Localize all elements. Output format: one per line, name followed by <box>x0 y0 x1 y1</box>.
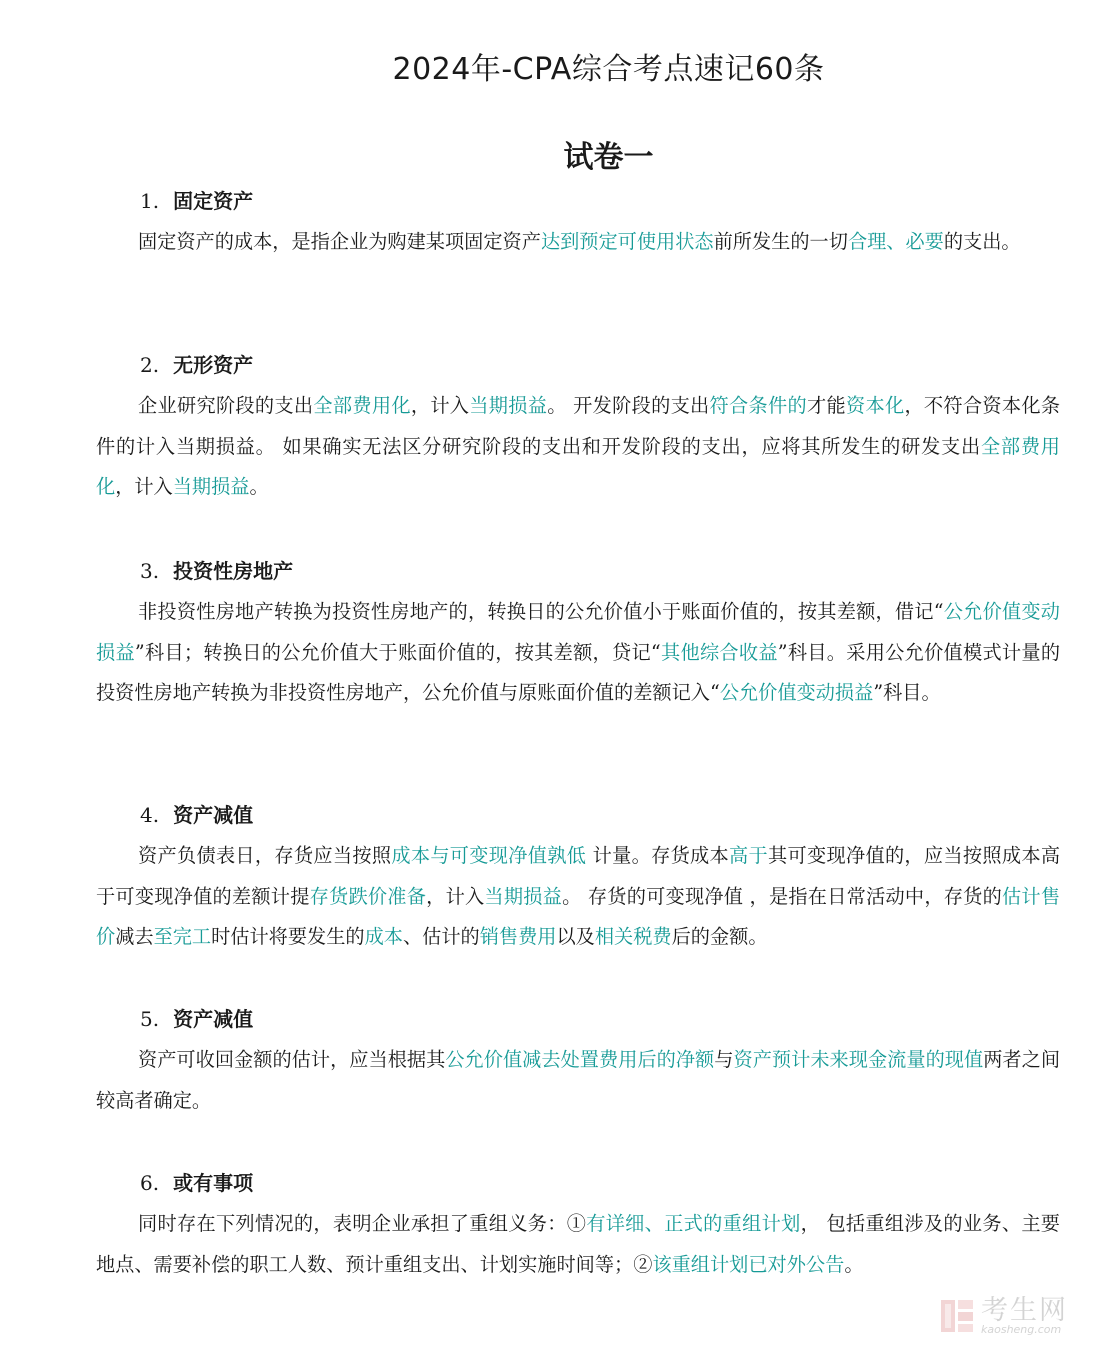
section-heading <box>96 556 1060 586</box>
highlighted-term: 符合条件的 <box>709 394 807 417</box>
text-segment: 两者之间较高者确定。 <box>96 1048 1061 1112</box>
section-heading <box>96 1168 1060 1198</box>
highlighted-term: 至完工 <box>153 925 212 948</box>
highlighted-term: 估计售价 <box>96 884 1061 948</box>
text-segment: 。 开发阶段的支出 <box>547 394 710 417</box>
text-segment: ， 包括重组涉及的业务、主要地点、需要补偿的职工人数、预计重组支出、计划实施时间等；② <box>96 1212 1060 1276</box>
text-segment: 固定资产的成本，是指企业为购建某项固定资产 <box>138 230 541 253</box>
section-title: 资产减值 <box>173 1007 254 1031</box>
section-number: 2. <box>140 353 160 377</box>
highlighted-term: 当期损益 <box>469 394 548 417</box>
highlighted-term: 公允价值变动损益 <box>96 600 1060 664</box>
text-segment: 减去 <box>115 925 154 948</box>
section-2 <box>96 350 1060 508</box>
text-segment: ，计入 <box>410 394 470 417</box>
section-heading <box>96 800 1060 830</box>
highlighted-term: 成本 <box>364 925 403 948</box>
document-subtitle: 试卷一 <box>563 140 654 175</box>
highlighted-term: 销售费用 <box>479 925 557 948</box>
text-segment: 资产可收回金额的估计，应当根据其 <box>138 1048 446 1071</box>
text-segment: 以及 <box>556 925 595 948</box>
highlighted-term: 公允价值减去处置费用后的净额 <box>445 1048 715 1071</box>
highlighted-term: 全部费用化 <box>96 434 1060 498</box>
section-1 <box>96 186 1060 263</box>
section-6 <box>96 1168 1060 1285</box>
text-segment: 前所发生的一切 <box>713 230 848 253</box>
section-heading <box>96 186 1060 216</box>
highlighted-term: 公允价值变动损益 <box>719 681 874 704</box>
highlighted-term: 达到预定可使用状态 <box>540 230 714 253</box>
section-paragraph <box>96 1040 1060 1121</box>
highlighted-term: 合理、必要 <box>847 230 944 253</box>
section-title: 固定资产 <box>173 189 254 213</box>
section-3 <box>96 556 1060 714</box>
highlighted-term: 其他综合收益 <box>660 640 778 664</box>
section-number: 3. <box>140 559 160 583</box>
highlighted-term: 成本与可变现净值孰低 <box>391 844 587 867</box>
highlighted-term: 相关税费 <box>594 925 672 948</box>
highlighted-term: 有详细、正式的重组计划 <box>586 1212 801 1235</box>
section-heading <box>96 350 1060 380</box>
text-segment: 、估计的 <box>403 925 480 948</box>
kaosheng-logo-icon <box>939 1298 975 1334</box>
highlighted-term: 当期损益 <box>172 475 250 498</box>
section-paragraph <box>96 836 1060 958</box>
section-heading <box>96 1004 1060 1034</box>
text-segment: ”科目。 <box>873 681 941 704</box>
watermark-en: kaosheng.com <box>981 1323 1062 1336</box>
text-segment: 非投资性房地产转换为投资性房地产的，转换日的公允价值小于账面价值的，按其差额，借记“ <box>138 600 944 623</box>
text-segment: 。 存货的可变现净值 ，是指在日常活动中，存货的 <box>562 884 1003 908</box>
section-title: 投资性房地产 <box>173 559 294 583</box>
highlighted-term: 资产预计未来现金流量的现值 <box>733 1048 984 1071</box>
section-number: 4. <box>140 803 160 827</box>
text-segment: 与 <box>714 1048 734 1071</box>
text-segment: 后的金额。 <box>671 925 768 948</box>
highlighted-term: 当期损益 <box>484 884 563 908</box>
section-4 <box>96 800 1060 958</box>
highlighted-term: 全部费用化 <box>313 394 411 417</box>
section-title: 无形资产 <box>173 353 254 377</box>
highlighted-term: 资本化 <box>845 394 905 417</box>
text-segment: 时估计将要发生的 <box>211 925 365 948</box>
highlighted-term: 该重组计划已对外公告 <box>652 1252 845 1276</box>
text-segment: ，计入 <box>115 475 173 498</box>
text-segment: ，计入 <box>426 884 485 908</box>
text-segment: ”科目。采用公允价值模式计量的投资性房地产转换为非投资性房地产，公允价值与原账面价值的差额记入“ <box>96 640 1061 704</box>
section-paragraph <box>96 592 1060 714</box>
text-segment: ，不符合资本化条件的计入当期损益。 如果确实无法区分研究阶段的支出和开发阶段的支出，应将其所发生的研发支出 <box>96 394 1061 458</box>
section-paragraph <box>96 222 1060 263</box>
watermark <box>939 1296 1099 1336</box>
text-segment: 同时存在下列情况的，表明企业承担了重组义务：① <box>138 1212 587 1235</box>
section-paragraph <box>96 1204 1060 1285</box>
text-segment: 。 <box>844 1252 864 1276</box>
document-title: 2024年-CPA综合考点速记60条 <box>392 52 825 87</box>
highlighted-term: 存货跌价准备 <box>309 884 427 908</box>
section-number: 5. <box>140 1007 160 1031</box>
section-5 <box>96 1004 1060 1121</box>
section-title: 或有事项 <box>173 1171 254 1195</box>
text-segment: 的支出。 <box>943 230 1021 253</box>
section-title: 资产减值 <box>173 803 254 827</box>
text-segment: 企业研究阶段的支出 <box>138 394 314 417</box>
section-paragraph <box>96 386 1060 508</box>
text-segment: 。 <box>249 475 269 498</box>
watermark-cn: 考生网 <box>981 1295 1068 1326</box>
text-segment: ”科目；转换日的公允价值大于账面价值的，按其差额，贷记“ <box>134 640 661 664</box>
text-segment: 资产负债表日，存货应当按照 <box>138 844 392 867</box>
text-segment: 才能 <box>806 394 846 417</box>
section-number: 6. <box>140 1171 160 1195</box>
text-segment: 其可变现净值的，应当按照成本高于可变现净值的差额计提 <box>96 844 1061 908</box>
text-segment: 计量。存货成本 <box>586 844 730 867</box>
section-number: 1. <box>140 189 160 213</box>
highlighted-term: 高于 <box>729 844 769 867</box>
